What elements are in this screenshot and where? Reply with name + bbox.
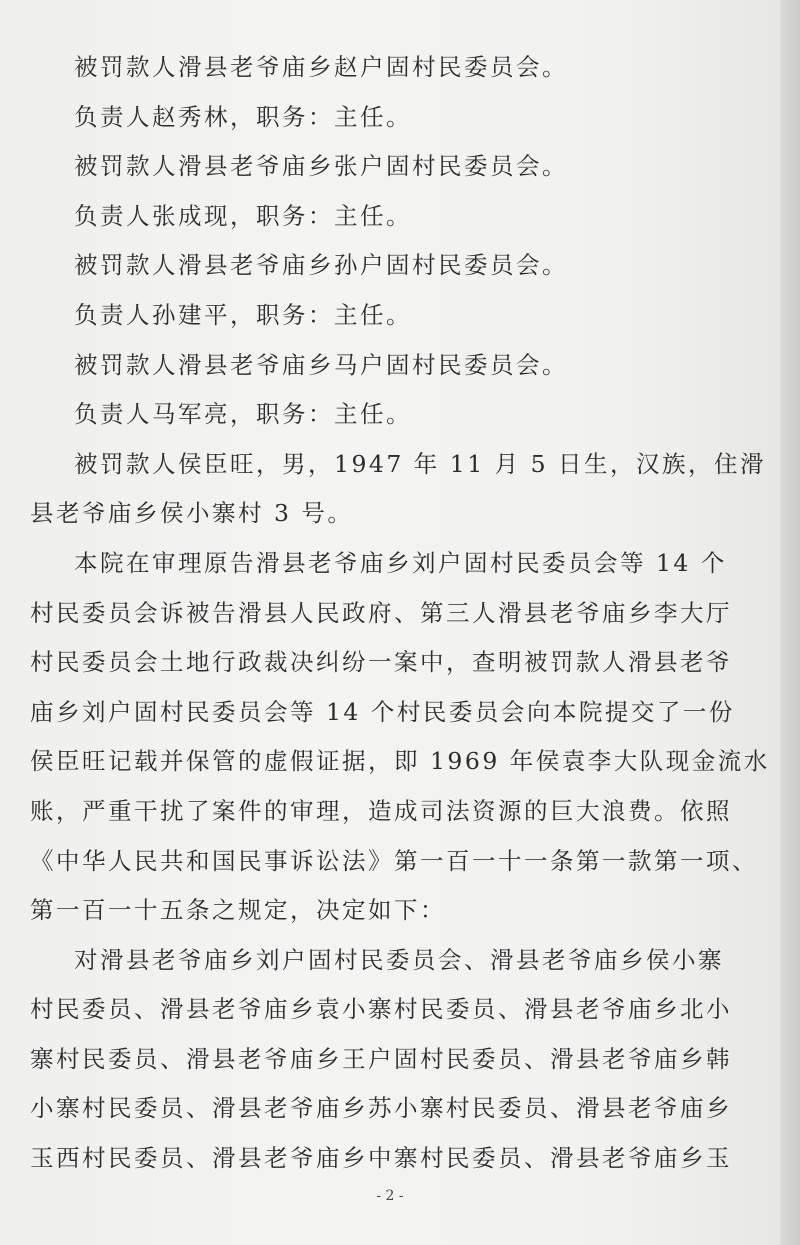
text-line: 村民委员、滑县老爷庙乡袁小寨村民委员、滑县老爷庙乡北小 [30,995,732,1024]
text-line: 负责人张成现，职务：主任。 [74,201,412,230]
document-body [30,43,770,1184]
text-line: 庙乡刘户固村民委员会等 14 个村民委员会向本院提交了一份 [30,697,735,726]
text-line: 负责人马军亮，职务：主任。 [74,400,412,429]
text-line: 县老爷庙乡侯小寨村 3 号。 [30,499,354,528]
text-line: 对滑县老爷庙乡刘户固村民委员会、滑县老爷庙乡侯小寨 [74,945,724,974]
page-number: - 2 - [376,1188,404,1204]
text-line: 被罚款人侯臣旺，男，1947 年 11 月 5 日生，汉族，住滑 [74,449,767,478]
text-line: 寨村民委员、滑县老爷庙乡王户固村民委员、滑县老爷庙乡韩 [30,1044,732,1073]
text-line: 负责人孙建平，职务：主任。 [74,300,412,329]
text-line: 玉西村民委员、滑县老爷庙乡中寨村民委员、滑县老爷庙乡玉 [30,1144,732,1173]
text-line: 被罚款人滑县老爷庙乡孙户固村民委员会。 [74,251,568,280]
text-line: 账，严重干扰了案件的审理，造成司法资源的巨大浪费。依照 [30,796,732,825]
text-line: 村民委员会土地行政裁决纠纷一案中，查明被罚款人滑县老爷 [30,648,732,677]
text-line: 被罚款人滑县老爷庙乡赵户固村民委员会。 [74,53,568,81]
text-line: 本院在审理原告滑县老爷庙乡刘户固村民委员会等 14 个 [74,548,727,577]
text-line: 小寨村民委员、滑县老爷庙乡苏小寨村民委员、滑县老爷庙乡 [30,1094,732,1123]
text-line: 被罚款人滑县老爷庙乡张户固村民委员会。 [74,152,568,181]
text-line: 《中华人民共和国民事诉讼法》第一百一十一条第一款第一项、 [30,846,758,875]
text-line: 村民委员会诉被告滑县人民政府、第三人滑县老爷庙乡李大厅 [30,598,732,627]
page-edge-shadow [780,0,800,1245]
text-line: 第一百一十五条之规定，决定如下： [30,896,446,925]
text-line: 负责人赵秀林，职务：主任。 [74,102,412,131]
text-line: 侯臣旺记载并保管的虚假证据，即 1969 年侯袁李大队现金流水 [30,747,770,776]
text-line: 被罚款人滑县老爷庙乡马户固村民委员会。 [74,350,568,379]
